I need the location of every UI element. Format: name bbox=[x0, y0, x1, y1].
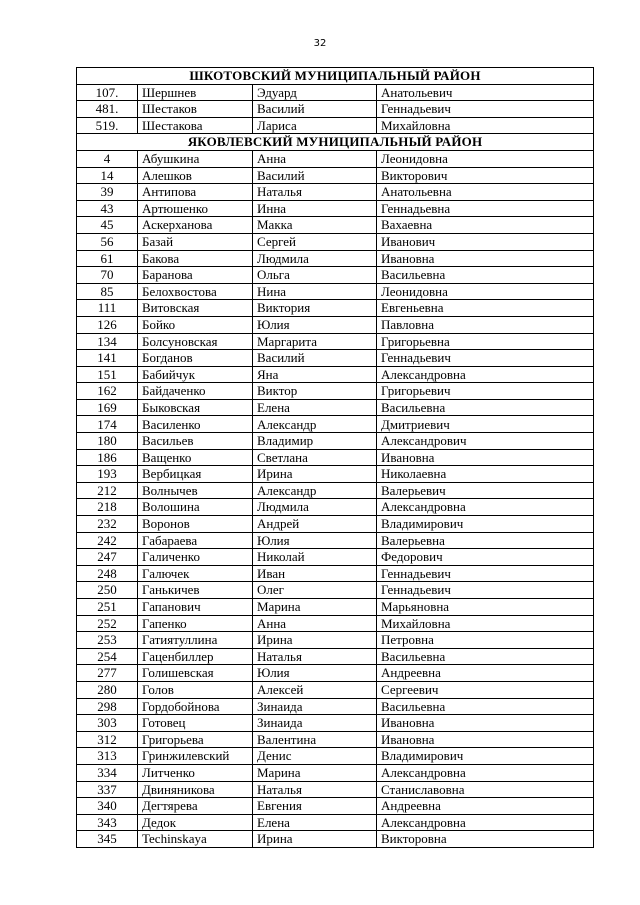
person-number: 277 bbox=[77, 665, 138, 682]
person-surname: Быковская bbox=[138, 399, 253, 416]
person-number: 134 bbox=[77, 333, 138, 350]
person-surname: Антипова bbox=[138, 184, 253, 201]
table-row bbox=[77, 117, 594, 134]
person-patronymic: Васильевна bbox=[377, 698, 594, 715]
person-surname: Шершнев bbox=[138, 84, 253, 101]
person-surname: Аскерханова bbox=[138, 217, 253, 234]
person-first-name: Юлия bbox=[253, 532, 377, 549]
person-number: 126 bbox=[77, 316, 138, 333]
roster-body bbox=[77, 68, 594, 848]
person-surname: Баранова bbox=[138, 267, 253, 284]
person-surname: Григорьева bbox=[138, 731, 253, 748]
person-first-name: Наталья bbox=[253, 648, 377, 665]
person-patronymic: Валерьевна bbox=[377, 532, 594, 549]
person-patronymic: Сергеевич bbox=[377, 681, 594, 698]
person-first-name: Эдуард bbox=[253, 84, 377, 101]
person-patronymic: Геннадьевич bbox=[377, 101, 594, 118]
person-patronymic: Андреевна bbox=[377, 665, 594, 682]
person-first-name: Ирина bbox=[253, 466, 377, 483]
person-number: 313 bbox=[77, 748, 138, 765]
person-number: 248 bbox=[77, 565, 138, 582]
person-patronymic: Владимирович bbox=[377, 748, 594, 765]
person-patronymic: Геннадьевич bbox=[377, 582, 594, 599]
person-surname: Голов bbox=[138, 681, 253, 698]
person-patronymic: Федорович bbox=[377, 549, 594, 566]
person-number: 186 bbox=[77, 449, 138, 466]
person-surname: Галиченко bbox=[138, 549, 253, 566]
table-row bbox=[77, 466, 594, 483]
person-patronymic: Валерьевич bbox=[377, 482, 594, 499]
person-first-name: Инна bbox=[253, 200, 377, 217]
table-row bbox=[77, 715, 594, 732]
person-number: 151 bbox=[77, 366, 138, 383]
person-number: 39 bbox=[77, 184, 138, 201]
table-row bbox=[77, 798, 594, 815]
table-row bbox=[77, 632, 594, 649]
person-patronymic: Ивановна bbox=[377, 250, 594, 267]
table-row bbox=[77, 449, 594, 466]
table-row bbox=[77, 698, 594, 715]
person-surname: Воронов bbox=[138, 516, 253, 533]
person-first-name: Евгения bbox=[253, 798, 377, 815]
district-header-row bbox=[77, 134, 594, 151]
person-number: 45 bbox=[77, 217, 138, 234]
person-surname: Габараева bbox=[138, 532, 253, 549]
person-patronymic: Ивановна bbox=[377, 449, 594, 466]
person-surname: Болсуновская bbox=[138, 333, 253, 350]
table-row bbox=[77, 648, 594, 665]
person-patronymic: Анатольевич bbox=[377, 84, 594, 101]
district-title: ШКОТОВСКИЙ МУНИЦИПАЛЬНЫЙ РАЙОН bbox=[77, 68, 594, 85]
person-surname: Волнычев bbox=[138, 482, 253, 499]
person-number: 337 bbox=[77, 781, 138, 798]
table-row bbox=[77, 84, 594, 101]
person-number: 280 bbox=[77, 681, 138, 698]
person-patronymic: Анатольевна bbox=[377, 184, 594, 201]
table-row bbox=[77, 101, 594, 118]
person-first-name: Зинаида bbox=[253, 698, 377, 715]
person-patronymic: Васильевна bbox=[377, 267, 594, 284]
person-first-name: Денис bbox=[253, 748, 377, 765]
person-number: 85 bbox=[77, 283, 138, 300]
person-number: 141 bbox=[77, 350, 138, 367]
person-surname: Дегтярева bbox=[138, 798, 253, 815]
person-number: 242 bbox=[77, 532, 138, 549]
person-number: 334 bbox=[77, 764, 138, 781]
person-number: 312 bbox=[77, 731, 138, 748]
person-number: 14 bbox=[77, 167, 138, 184]
table-row bbox=[77, 233, 594, 250]
table-row bbox=[77, 549, 594, 566]
table-row bbox=[77, 250, 594, 267]
person-patronymic: Александровна bbox=[377, 764, 594, 781]
table-row bbox=[77, 615, 594, 632]
person-first-name: Яна bbox=[253, 366, 377, 383]
person-surname: Абушкина bbox=[138, 150, 253, 167]
person-surname: Бойко bbox=[138, 316, 253, 333]
person-first-name: Светлана bbox=[253, 449, 377, 466]
person-surname: Литченко bbox=[138, 764, 253, 781]
person-surname: Витовская bbox=[138, 300, 253, 317]
person-number: 61 bbox=[77, 250, 138, 267]
person-number: 232 bbox=[77, 516, 138, 533]
person-surname: Шестакова bbox=[138, 117, 253, 134]
district-title: ЯКОВЛЕВСКИЙ МУНИЦИПАЛЬНЫЙ РАЙОН bbox=[77, 134, 594, 151]
page-number: 32 bbox=[313, 38, 327, 49]
person-surname: Волошина bbox=[138, 499, 253, 516]
person-first-name: Алексей bbox=[253, 681, 377, 698]
person-patronymic: Иванович bbox=[377, 233, 594, 250]
person-first-name: Андрей bbox=[253, 516, 377, 533]
person-surname: Бабийчук bbox=[138, 366, 253, 383]
person-patronymic: Евгеньевна bbox=[377, 300, 594, 317]
person-number: 111 bbox=[77, 300, 138, 317]
table-row bbox=[77, 217, 594, 234]
person-surname: Вербицкая bbox=[138, 466, 253, 483]
person-number: 212 bbox=[77, 482, 138, 499]
person-first-name: Александр bbox=[253, 416, 377, 433]
person-number: 169 bbox=[77, 399, 138, 416]
person-surname: Ганькичев bbox=[138, 582, 253, 599]
person-first-name: Нина bbox=[253, 283, 377, 300]
table-row bbox=[77, 681, 594, 698]
table-row bbox=[77, 516, 594, 533]
person-first-name: Елена bbox=[253, 814, 377, 831]
person-number: 340 bbox=[77, 798, 138, 815]
person-surname: Гатиятуллина bbox=[138, 632, 253, 649]
person-surname: Васильев bbox=[138, 433, 253, 450]
person-number: 193 bbox=[77, 466, 138, 483]
person-number: 481. bbox=[77, 101, 138, 118]
table-row bbox=[77, 333, 594, 350]
person-first-name: Сергей bbox=[253, 233, 377, 250]
person-first-name: Олег bbox=[253, 582, 377, 599]
table-row bbox=[77, 499, 594, 516]
person-patronymic: Ивановна bbox=[377, 731, 594, 748]
table-row bbox=[77, 416, 594, 433]
person-first-name: Валентина bbox=[253, 731, 377, 748]
table-row bbox=[77, 831, 594, 848]
person-patronymic: Андреевна bbox=[377, 798, 594, 815]
table-row bbox=[77, 482, 594, 499]
person-number: 251 bbox=[77, 599, 138, 616]
person-first-name: Александр bbox=[253, 482, 377, 499]
district-header-row bbox=[77, 68, 594, 85]
person-first-name: Марина bbox=[253, 764, 377, 781]
table-row bbox=[77, 399, 594, 416]
table-row bbox=[77, 764, 594, 781]
person-patronymic: Ивановна bbox=[377, 715, 594, 732]
table-row bbox=[77, 748, 594, 765]
person-surname: Алешков bbox=[138, 167, 253, 184]
table-row bbox=[77, 200, 594, 217]
person-number: 519. bbox=[77, 117, 138, 134]
person-patronymic: Геннадьевич bbox=[377, 565, 594, 582]
person-number: 345 bbox=[77, 831, 138, 848]
person-number: 218 bbox=[77, 499, 138, 516]
person-number: 4 bbox=[77, 150, 138, 167]
table-row bbox=[77, 167, 594, 184]
person-patronymic: Петровна bbox=[377, 632, 594, 649]
person-patronymic: Александровна bbox=[377, 814, 594, 831]
table-row bbox=[77, 366, 594, 383]
person-number: 162 bbox=[77, 383, 138, 400]
table-row bbox=[77, 184, 594, 201]
person-first-name: Людмила bbox=[253, 499, 377, 516]
person-number: 250 bbox=[77, 582, 138, 599]
person-first-name: Лариса bbox=[253, 117, 377, 134]
person-number: 174 bbox=[77, 416, 138, 433]
person-first-name: Маргарита bbox=[253, 333, 377, 350]
person-patronymic: Михайловна bbox=[377, 117, 594, 134]
person-first-name: Людмила bbox=[253, 250, 377, 267]
person-patronymic: Александровна bbox=[377, 499, 594, 516]
person-number: 298 bbox=[77, 698, 138, 715]
person-number: 56 bbox=[77, 233, 138, 250]
person-surname: Гапанович bbox=[138, 599, 253, 616]
person-patronymic: Григорьевич bbox=[377, 383, 594, 400]
person-first-name: Макка bbox=[253, 217, 377, 234]
person-patronymic: Васильевна bbox=[377, 399, 594, 416]
person-patronymic: Дмитриевич bbox=[377, 416, 594, 433]
person-first-name: Василий bbox=[253, 350, 377, 367]
person-number: 180 bbox=[77, 433, 138, 450]
person-patronymic: Геннадьевна bbox=[377, 200, 594, 217]
table-row bbox=[77, 383, 594, 400]
person-patronymic: Николаевна bbox=[377, 466, 594, 483]
person-surname: Шестаков bbox=[138, 101, 253, 118]
table-row bbox=[77, 665, 594, 682]
person-surname: Богданов bbox=[138, 350, 253, 367]
person-surname: Байдаченко bbox=[138, 383, 253, 400]
person-first-name: Юлия bbox=[253, 316, 377, 333]
person-patronymic: Александровна bbox=[377, 366, 594, 383]
table-row bbox=[77, 283, 594, 300]
person-first-name: Ирина bbox=[253, 632, 377, 649]
person-first-name: Иван bbox=[253, 565, 377, 582]
person-first-name: Анна bbox=[253, 150, 377, 167]
person-number: 247 bbox=[77, 549, 138, 566]
person-surname: Гаценбиллер bbox=[138, 648, 253, 665]
person-first-name: Елена bbox=[253, 399, 377, 416]
person-first-name: Николай bbox=[253, 549, 377, 566]
person-number: 107. bbox=[77, 84, 138, 101]
person-first-name: Наталья bbox=[253, 781, 377, 798]
table-row bbox=[77, 267, 594, 284]
person-first-name: Ирина bbox=[253, 831, 377, 848]
person-patronymic: Михайловна bbox=[377, 615, 594, 632]
person-number: 253 bbox=[77, 632, 138, 649]
table-row bbox=[77, 350, 594, 367]
person-patronymic: Леонидовна bbox=[377, 150, 594, 167]
person-first-name: Марина bbox=[253, 599, 377, 616]
person-number: 343 bbox=[77, 814, 138, 831]
person-surname: Василенко bbox=[138, 416, 253, 433]
person-patronymic: Викторович bbox=[377, 167, 594, 184]
person-patronymic: Владимирович bbox=[377, 516, 594, 533]
person-patronymic: Леонидовна bbox=[377, 283, 594, 300]
table-row bbox=[77, 582, 594, 599]
person-first-name: Виктория bbox=[253, 300, 377, 317]
person-patronymic: Вахаевна bbox=[377, 217, 594, 234]
person-surname: Techinskaya bbox=[138, 831, 253, 848]
person-surname: Дедок bbox=[138, 814, 253, 831]
person-first-name: Анна bbox=[253, 615, 377, 632]
person-surname: Белохвостова bbox=[138, 283, 253, 300]
person-surname: Гринжилевский bbox=[138, 748, 253, 765]
person-patronymic: Станиславовна bbox=[377, 781, 594, 798]
table-row bbox=[77, 731, 594, 748]
table-row bbox=[77, 316, 594, 333]
table-row bbox=[77, 300, 594, 317]
person-surname: Базай bbox=[138, 233, 253, 250]
person-surname: Бакова bbox=[138, 250, 253, 267]
person-first-name: Василий bbox=[253, 167, 377, 184]
person-surname: Ващенко bbox=[138, 449, 253, 466]
table-row bbox=[77, 433, 594, 450]
person-first-name: Владимир bbox=[253, 433, 377, 450]
person-first-name: Юлия bbox=[253, 665, 377, 682]
person-surname: Гапенко bbox=[138, 615, 253, 632]
table-row bbox=[77, 814, 594, 831]
person-first-name: Зинаида bbox=[253, 715, 377, 732]
person-patronymic: Александрович bbox=[377, 433, 594, 450]
person-patronymic: Григорьевна bbox=[377, 333, 594, 350]
person-patronymic: Геннадьевич bbox=[377, 350, 594, 367]
table-row bbox=[77, 150, 594, 167]
person-surname: Артюшенко bbox=[138, 200, 253, 217]
person-first-name: Виктор bbox=[253, 383, 377, 400]
person-surname: Голишевская bbox=[138, 665, 253, 682]
person-first-name: Ольга bbox=[253, 267, 377, 284]
person-surname: Гордобойнова bbox=[138, 698, 253, 715]
person-surname: Готовец bbox=[138, 715, 253, 732]
person-number: 70 bbox=[77, 267, 138, 284]
person-patronymic: Викторовна bbox=[377, 831, 594, 848]
person-surname: Двиняникова bbox=[138, 781, 253, 798]
person-first-name: Наталья bbox=[253, 184, 377, 201]
person-surname: Галючек bbox=[138, 565, 253, 582]
person-number: 303 bbox=[77, 715, 138, 732]
roster-table bbox=[76, 67, 594, 848]
person-number: 43 bbox=[77, 200, 138, 217]
person-number: 252 bbox=[77, 615, 138, 632]
person-first-name: Василий bbox=[253, 101, 377, 118]
table-row bbox=[77, 565, 594, 582]
table-row bbox=[77, 532, 594, 549]
table-row bbox=[77, 599, 594, 616]
table-row bbox=[77, 781, 594, 798]
person-patronymic: Марьяновна bbox=[377, 599, 594, 616]
person-number: 254 bbox=[77, 648, 138, 665]
person-patronymic: Васильевна bbox=[377, 648, 594, 665]
person-patronymic: Павловна bbox=[377, 316, 594, 333]
